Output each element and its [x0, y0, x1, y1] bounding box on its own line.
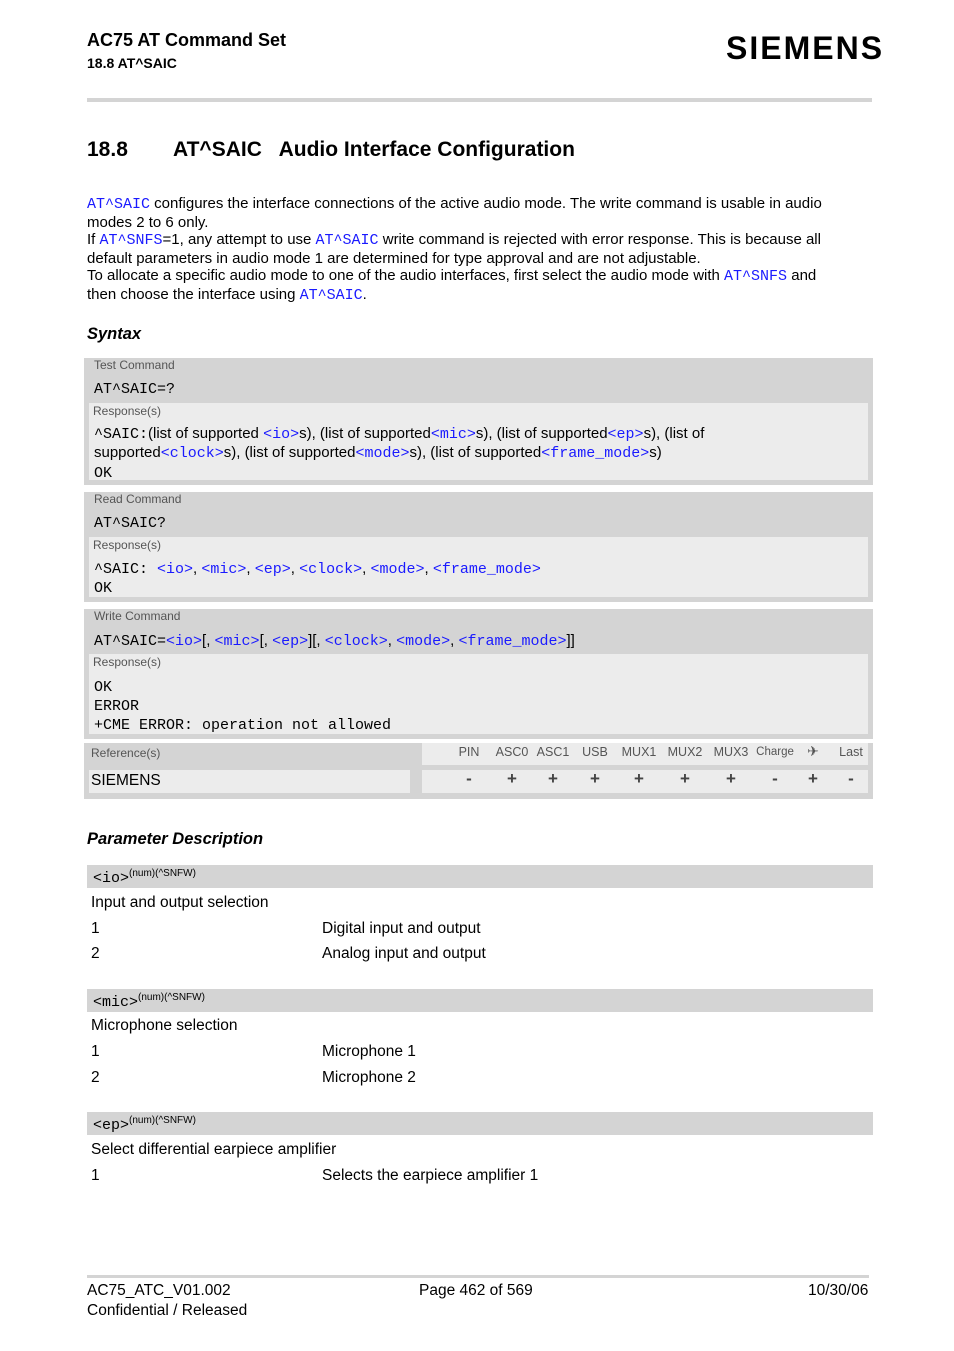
read-response: [94, 560, 541, 598]
document-title: AC75 AT Command Set: [87, 30, 287, 50]
flag-header-mux2: MUX2: [667, 745, 703, 759]
response-text: s): [649, 444, 662, 461]
param-link-mode[interactable]: <mode>: [396, 633, 451, 650]
write-command-label: Write Command: [94, 609, 181, 623]
test-response: [94, 425, 704, 483]
airplane-icon: ✈: [807, 743, 819, 759]
section-number: 18.8: [87, 138, 128, 161]
param-link-ep[interactable]: <ep>: [272, 633, 309, 650]
response-label: Response(s): [93, 538, 162, 552]
param-link-mode[interactable]: <mode>: [370, 561, 425, 578]
test-response-area: [89, 403, 868, 480]
link-at-saic[interactable]: AT^SAIC: [299, 286, 363, 304]
param-io-bar: [87, 865, 873, 888]
flag-value-airplane: +: [808, 769, 818, 788]
intro-text: write command is rejected with error response. This is because all: [378, 231, 821, 248]
param-io-value: 1: [91, 920, 100, 937]
link-at-snfs[interactable]: AT^SNFS: [724, 268, 788, 285]
flag-header-asc1: ASC1: [536, 745, 570, 759]
param-ep-value: 1: [91, 1167, 100, 1184]
param-name: <io>: [93, 870, 130, 887]
param-link-mic[interactable]: <mic>: [214, 633, 260, 650]
param-name: <mic>: [93, 994, 139, 1011]
read-response-area: [89, 537, 868, 597]
flag-value-pin: -: [466, 769, 472, 788]
intro-text: and: [787, 267, 817, 284]
response-ok: OK: [94, 679, 113, 696]
flag-header-mux3: MUX3: [713, 745, 749, 759]
response-error: ERROR: [94, 698, 140, 715]
response-text: (list of supported: [148, 425, 264, 442]
param-io-value: 2: [91, 945, 100, 962]
param-link-mic[interactable]: <mic>: [430, 426, 476, 443]
siemens-logo: SIEMENS: [726, 30, 885, 66]
param-mic-value-text: Microphone 1: [322, 1043, 416, 1060]
link-at-snfs[interactable]: AT^SNFS: [99, 232, 163, 249]
flags-box-wrap: [417, 743, 873, 799]
intro-text: modes 2 to 6 only.: [87, 213, 209, 231]
write-command-box: [84, 609, 873, 739]
response-text: s), (list of supported: [299, 425, 431, 442]
param-io-value-text: Digital input and output: [322, 920, 481, 937]
param-attributes: (num)(^SNFW): [138, 992, 205, 1003]
intro-text: then choose the interface using: [87, 285, 300, 303]
flag-header-pin: PIN: [458, 745, 480, 759]
intro-text: .: [362, 285, 367, 303]
reference-value: SIEMENS: [91, 772, 161, 789]
response-label: Response(s): [93, 404, 162, 418]
test-command: AT^SAIC=?: [94, 381, 176, 398]
response-prefix: ^SAIC:: [94, 561, 158, 578]
flag-header-usb: USB: [582, 745, 608, 759]
param-link-frame-mode[interactable]: <frame_mode>: [458, 633, 567, 650]
separator: ]]: [566, 632, 575, 649]
separator: ,: [424, 560, 433, 577]
test-command-label: Test Command: [94, 358, 175, 372]
intro-text: If: [87, 231, 100, 248]
param-link-mode[interactable]: <mode>: [355, 445, 410, 462]
param-link-io[interactable]: <io>: [263, 426, 300, 443]
reference-label: Reference(s): [91, 746, 161, 760]
response-text: s), (list of supported: [409, 444, 542, 461]
footer-status: Confidential / Released: [87, 1302, 248, 1319]
footer-divider: [87, 1275, 869, 1278]
response-ok: OK: [94, 465, 113, 482]
response-ok: OK: [94, 580, 113, 597]
read-command-box: [84, 492, 873, 602]
response-text: s), (list of: [643, 425, 705, 442]
param-io-name: [93, 868, 196, 887]
header-divider: [87, 98, 872, 102]
link-at-saic[interactable]: AT^SAIC: [87, 196, 151, 213]
test-command-box: [84, 358, 873, 485]
response-label: Response(s): [93, 655, 162, 669]
read-command-label: Read Command: [94, 492, 182, 506]
separator: ,: [362, 560, 371, 577]
response-prefix: ^SAIC:: [94, 426, 149, 443]
separator: [,: [259, 632, 273, 649]
flag-value-mux3: +: [726, 769, 736, 788]
param-ep-name: [93, 1115, 196, 1134]
footer-date: 10/30/06: [808, 1282, 869, 1299]
param-io-description: Input and output selection: [91, 894, 269, 911]
flag-value-asc0: +: [507, 769, 517, 788]
intro-text: =1, any attempt to use: [162, 231, 316, 248]
flag-value-mux2: +: [680, 769, 690, 788]
flag-header-charge: Charge: [756, 746, 794, 758]
command-prefix: AT^SAIC=: [94, 633, 167, 650]
flags-box: [417, 743, 873, 799]
read-command: AT^SAIC?: [94, 515, 167, 532]
link-at-saic[interactable]: AT^SAIC: [315, 232, 379, 249]
intro-paragraph: [87, 195, 872, 304]
response-text: supported: [94, 444, 161, 461]
separator: [,: [202, 632, 215, 649]
section-reference: 18.8 AT^SAIC: [87, 55, 177, 71]
separator: ,: [246, 560, 255, 577]
intro-text: configures the interface connections of the active audio mode. The write command is usable in audio: [150, 195, 822, 212]
flag-header-mux1: MUX1: [621, 745, 657, 759]
param-mic-bar: [87, 989, 873, 1012]
intro-text: To allocate a specific audio mode to one of the audio interfaces, first select the audio mode with: [87, 267, 725, 284]
section-title: AT^SAIC Audio Interface Configuration: [173, 138, 575, 161]
param-mic-name: [93, 992, 205, 1011]
param-link-mic[interactable]: <mic>: [201, 561, 247, 578]
section-heading: [87, 138, 575, 162]
param-attributes: (num)(^SNFW): [129, 868, 196, 879]
separator: ,: [450, 632, 459, 649]
flag-value-asc1: +: [548, 769, 558, 788]
syntax-heading: Syntax: [87, 325, 142, 343]
param-link-frame-mode[interactable]: <frame_mode>: [541, 445, 650, 462]
flag-value-mux1: +: [634, 769, 644, 788]
separator: ,: [193, 560, 202, 577]
response-cme-error: +CME ERROR: operation not allowed: [94, 717, 392, 734]
footer-doc-id: AC75_ATC_V01.002: [87, 1282, 231, 1299]
footer-page-number: Page 462 of 569: [419, 1282, 533, 1299]
param-mic-description: Microphone selection: [91, 1017, 238, 1034]
flag-value-charge: -: [772, 769, 778, 788]
write-response-area: [89, 654, 868, 734]
separator: ,: [290, 560, 300, 577]
param-link-io[interactable]: <io>: [166, 633, 203, 650]
parameter-description-heading: Parameter Description: [87, 830, 264, 848]
intro-text: default parameters in audio mode 1 are determined for type approval and are not adjustable.: [87, 249, 701, 267]
param-io-value-text: Analog input and output: [322, 945, 486, 962]
param-link-ep[interactable]: <ep>: [254, 561, 291, 578]
response-text: s), (list of supported: [475, 425, 608, 442]
param-ep-bar: [87, 1112, 873, 1135]
separator: ][,: [308, 632, 325, 649]
param-link-clock[interactable]: <clock>: [324, 633, 388, 650]
flag-header-asc0: ASC0: [495, 745, 529, 759]
param-mic-value: 2: [91, 1069, 100, 1086]
write-response: [94, 678, 391, 735]
flag-value-usb: +: [590, 769, 600, 788]
param-link-frame-mode[interactable]: <frame_mode>: [432, 561, 541, 578]
param-link-ep[interactable]: <ep>: [607, 426, 644, 443]
param-ep-description: Select differential earpiece amplifier: [91, 1141, 337, 1158]
response-text: s), (list of supported: [223, 444, 356, 461]
param-link-clock[interactable]: <clock>: [299, 561, 363, 578]
param-ep-value-text: Selects the earpiece amplifier 1: [322, 1167, 539, 1184]
flag-value-last: -: [848, 769, 854, 788]
param-link-io[interactable]: <io>: [157, 561, 194, 578]
write-command: [94, 632, 575, 650]
param-mic-value-text: Microphone 2: [322, 1069, 416, 1086]
param-mic-value: 1: [91, 1043, 100, 1060]
separator: ,: [387, 632, 397, 649]
flag-header-last: Last: [839, 745, 863, 759]
param-link-clock[interactable]: <clock>: [160, 445, 224, 462]
reference-box: [84, 743, 417, 799]
reference-value-area: [89, 770, 410, 793]
param-attributes: (num)(^SNFW): [129, 1115, 196, 1126]
param-name: <ep>: [93, 1117, 130, 1134]
